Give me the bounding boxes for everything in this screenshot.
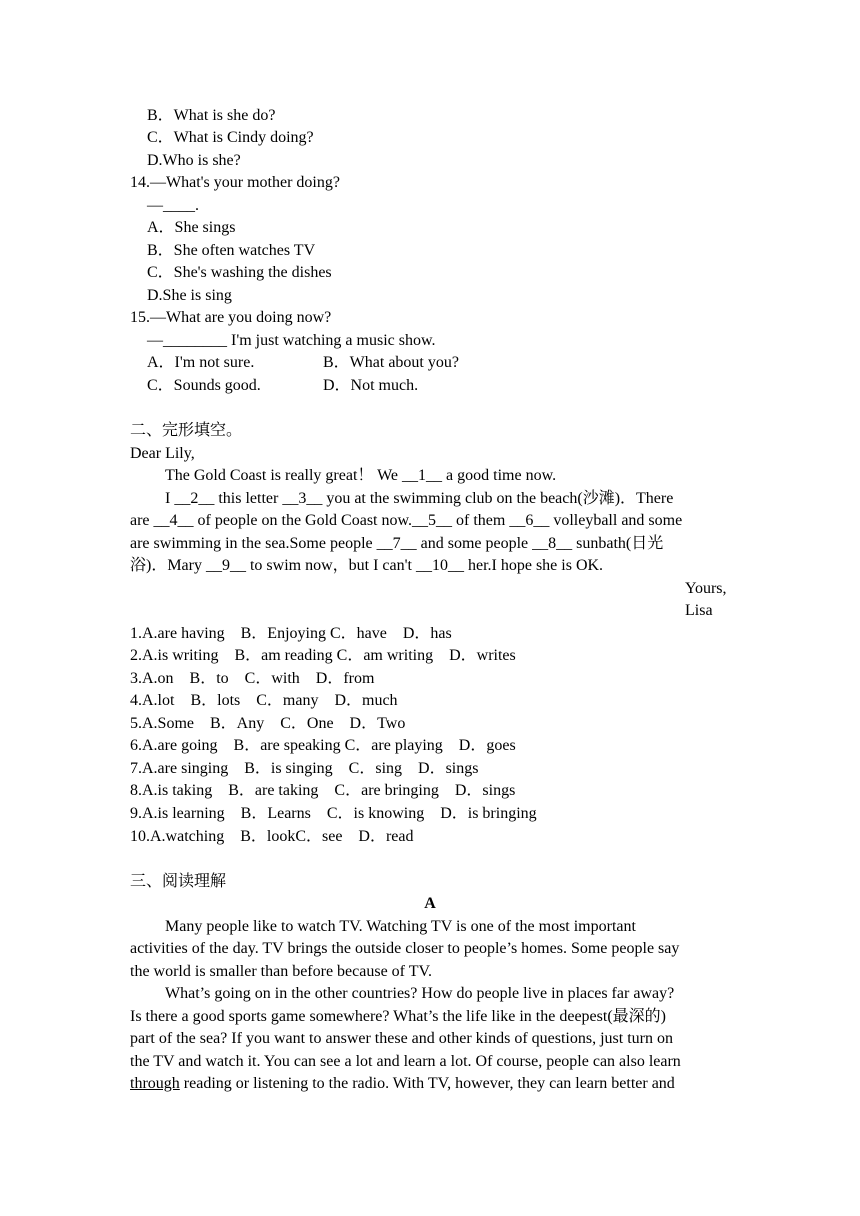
q15-option-d: D．Not much. bbox=[323, 377, 419, 394]
cloze-option-row: 4.A.lot B．lots C．many D．much bbox=[130, 692, 398, 709]
reading-heading: 三、阅读理解 bbox=[130, 873, 227, 890]
letter-line: are __4__ of people on the Gold Coast now.__5__ of them __6__ volleyball and some bbox=[130, 512, 683, 529]
q15-option-c: C．Sounds good. bbox=[147, 377, 261, 394]
letter-signature: Lisa bbox=[685, 602, 713, 619]
q14-option-a: A．She sings bbox=[147, 219, 236, 236]
q13-option-b: B．What is she do? bbox=[147, 107, 276, 124]
q13-option-d: D.Who is she? bbox=[147, 152, 241, 169]
reading-line: part of the sea? If you want to answer these and other kinds of questions, just turn on bbox=[130, 1030, 673, 1047]
letter-line: are swimming in the sea.Some people __7__ and some people __8__ sunbath(日光 bbox=[130, 535, 664, 552]
cloze-option-row: 3.A.on B．to C．with D．from bbox=[130, 670, 375, 687]
reading-line: the world is smaller than before because of TV. bbox=[130, 963, 432, 980]
cloze-option-row: 8.A.is taking B．are taking C．are bringing D．sings bbox=[130, 782, 516, 799]
q13-option-c: C．What is Cindy doing? bbox=[147, 129, 314, 146]
cloze-option-row: 9.A.is learning B．Learns C．is knowing D．is bringing bbox=[130, 805, 537, 822]
reading-line: activities of the day. TV brings the outside closer to people’s homes. Some people say bbox=[130, 940, 680, 957]
underlined-word: through bbox=[130, 1075, 180, 1092]
q14-answer-blank: —____. bbox=[147, 197, 199, 214]
reading-section-label: A bbox=[424, 895, 436, 912]
reading-line: Many people like to watch TV. Watching TV is one of the most important bbox=[165, 918, 636, 935]
letter-greeting: Dear Lily, bbox=[130, 445, 195, 462]
reading-line: the TV and watch it. You can see a lot and learn a lot. Of course, people can also learn bbox=[130, 1053, 681, 1070]
q14-option-c: C．She's washing the dishes bbox=[147, 264, 332, 281]
cloze-option-row: 1.A.are having B．Enjoying C．have D．has bbox=[130, 625, 452, 642]
letter-line: I __2__ this letter __3__ you at the swimming club on the beach(沙滩)．There bbox=[165, 490, 674, 507]
reading-line: Is there a good sports game somewhere? What’s the life like in the deepest(最深的) bbox=[130, 1008, 666, 1025]
letter-line: The Gold Coast is really great！ We __1__ a good time now. bbox=[165, 467, 557, 484]
reading-line-rest: reading or listening to the radio. With TV, however, they can learn better and bbox=[179, 1075, 675, 1092]
q14-stem: 14.—What's your mother doing? bbox=[130, 174, 340, 191]
reading-line-last bbox=[130, 1073, 675, 1095]
cloze-option-row: 5.A.Some B．Any C．One D．Two bbox=[130, 715, 406, 732]
q15-stem: 15.—What are you doing now? bbox=[130, 309, 332, 326]
q15-answer-blank: —________ I'm just watching a music show. bbox=[147, 332, 436, 349]
cloze-option-row: 10.A.watching B．lookC．see D．read bbox=[130, 828, 414, 845]
q15-option-a: A．I'm not sure. bbox=[147, 354, 255, 371]
letter-closing: Yours, bbox=[685, 580, 727, 597]
letter-line: 浴)．Mary __9__ to swim now，but I can't __10__ her.I hope she is OK. bbox=[130, 557, 604, 574]
q15-option-b: B．What about you? bbox=[323, 354, 459, 371]
cloze-option-row: 6.A.are going B．are speaking C．are playing D．goes bbox=[130, 737, 516, 754]
q14-option-b: B．She often watches TV bbox=[147, 242, 316, 259]
cloze-option-row: 2.A.is writing B．am reading C．am writing D．writes bbox=[130, 647, 516, 664]
cloze-heading: 二、完形填空。 bbox=[130, 422, 243, 439]
q14-option-d: D.She is sing bbox=[147, 287, 232, 304]
reading-line: What’s going on in the other countries? How do people live in places far away? bbox=[165, 985, 675, 1002]
cloze-option-row: 7.A.are singing B．is singing C．sing D．sings bbox=[130, 760, 479, 777]
